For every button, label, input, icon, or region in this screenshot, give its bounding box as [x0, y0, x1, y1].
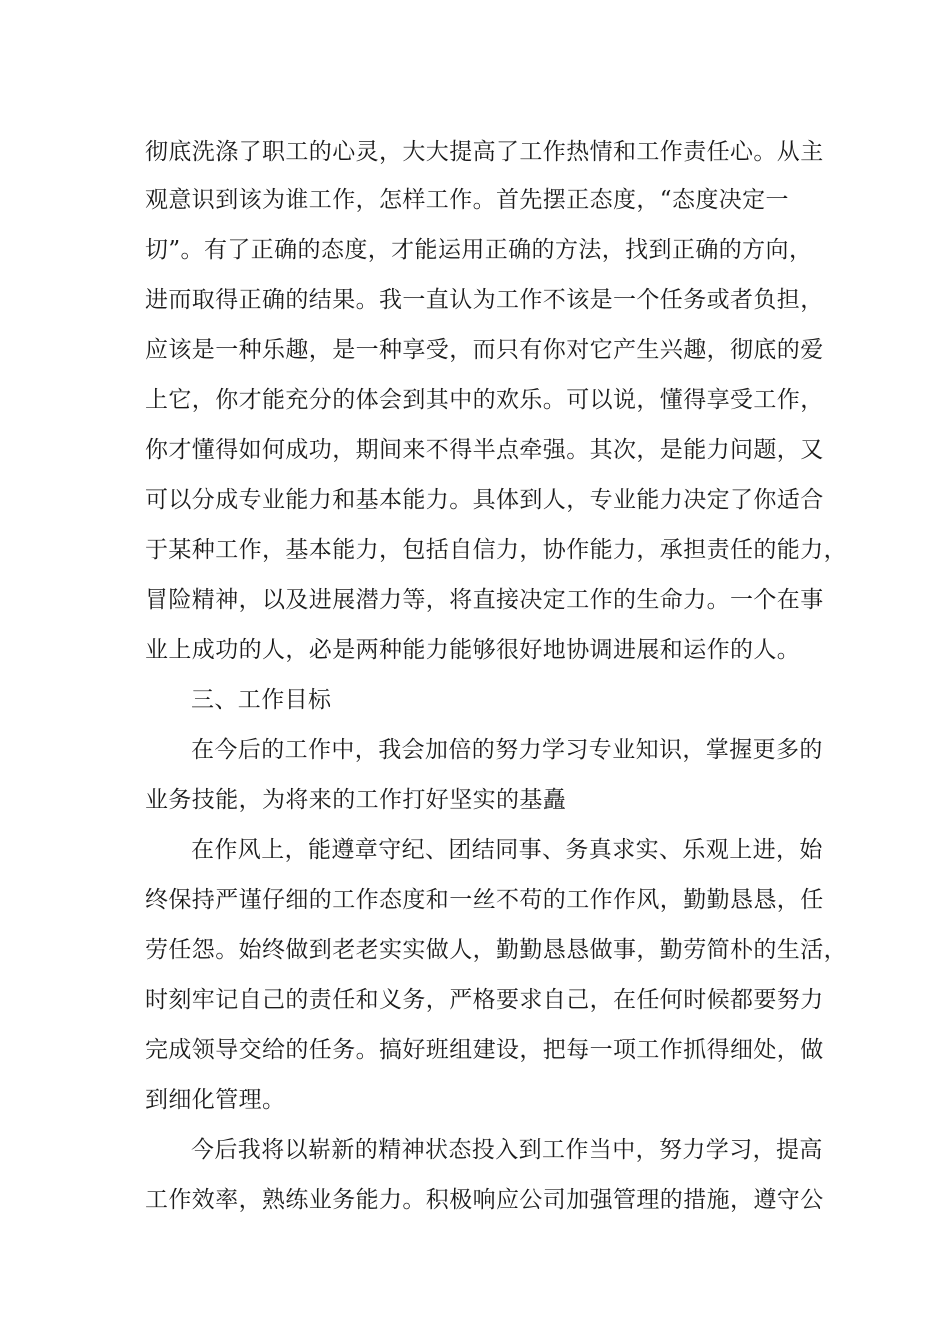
paragraph-line-9: 于某种工作，基本能力，包括自信力，协作能力，承担责任的能力，: [145, 537, 847, 563]
paragraph-line-20: 到细化管理。: [145, 1087, 286, 1113]
section-heading: 三、工作目标: [191, 687, 332, 713]
paragraph-line-6: 上它，你才能充分的体会到其中的欢乐。可以说，懂得享受工作，: [145, 387, 824, 413]
paragraph-line-15: 在作风上，能遵章守纪、团结同事、务真求实、乐观上进，始: [191, 837, 823, 863]
paragraph-line-5: 应该是一种乐趣，是一种享受，而只有你对它产生兴趣，彻底的爱: [145, 337, 824, 363]
paragraph-line-2: 观意识到该为谁工作，怎样工作。首先摆正态度，“态度决定一: [145, 187, 789, 213]
paragraph-line-16: 终保持严谨仔细的工作态度和一丝不苟的工作作风，勤勤恳恳，任: [145, 887, 824, 913]
paragraph-line-1: 彻底洗涤了职工的心灵，大大提高了工作热情和工作责任心。从主: [145, 139, 824, 165]
paragraph-line-10: 冒险精神，以及进展潜力等，将直接决定工作的生命力。一个在事: [145, 587, 824, 613]
paragraph-line-7: 你才懂得如何成功，期间来不得半点牵强。其次，是能力问题，又: [145, 437, 824, 463]
paragraph-line-17: 劳任怨。始终做到老老实实做人，勤勤恳恳做事，勤劳简朴的生活，: [145, 937, 847, 963]
paragraph-line-18: 时刻牢记自己的责任和义务，严格要求自己，在任何时候都要努力: [145, 987, 824, 1013]
paragraph-line-21: 今后我将以崭新的精神状态投入到工作当中，努力学习，提高: [191, 1137, 823, 1163]
paragraph-line-3: 切”。有了正确的态度，才能运用正确的方法，找到正确的方向，: [145, 237, 813, 263]
paragraph-line-4: 进而取得正确的结果。我一直认为工作不该是一个任务或者负担，: [145, 287, 824, 313]
paragraph-line-19: 完成领导交给的任务。搞好班组建设，把每一项工作抓得细处，做: [145, 1037, 824, 1063]
paragraph-line-22: 工作效率，熟练业务能力。积极响应公司加强管理的措施，遵守公: [145, 1187, 824, 1213]
paragraph-line-11: 业上成功的人，必是两种能力能够很好地协调进展和运作的人。: [145, 637, 801, 663]
paragraph-line-13: 在今后的工作中，我会加倍的努力学习专业知识，掌握更多的: [191, 737, 823, 763]
paragraph-line-8: 可以分成专业能力和基本能力。具体到人，专业能力决定了你适合: [145, 487, 824, 513]
paragraph-line-14: 业务技能，为将来的工作打好坚实的基矗: [145, 787, 567, 813]
